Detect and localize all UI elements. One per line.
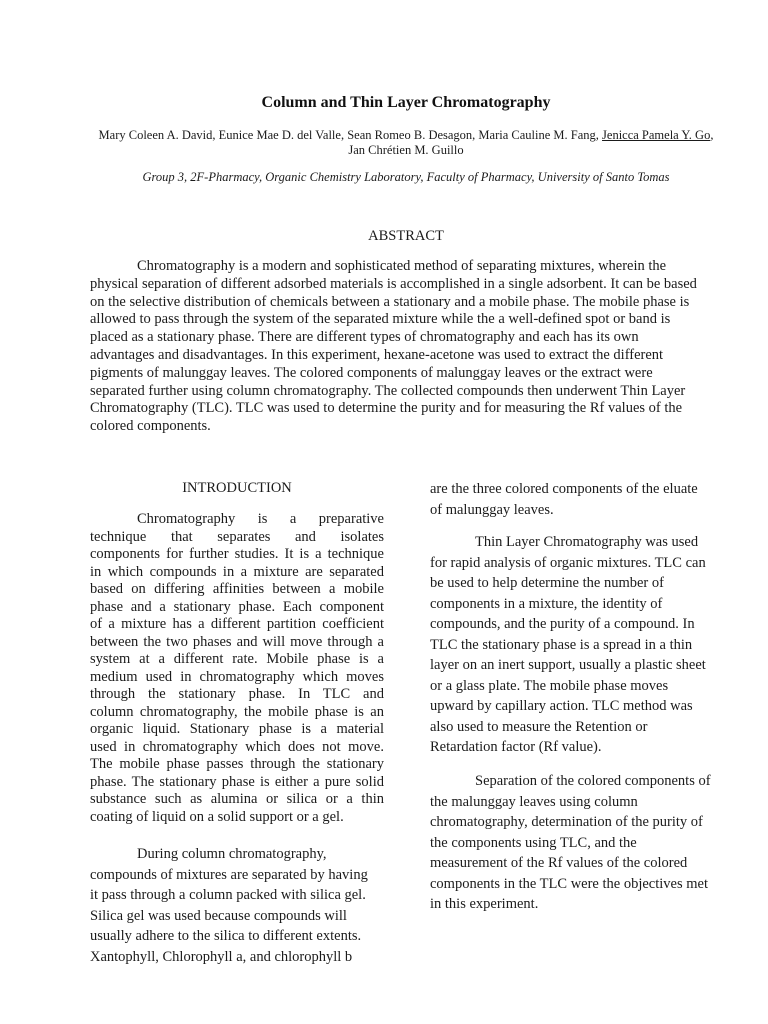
abstract-line: Chromatography is a modern and sophisticated method of separating mixtures, wherein the xyxy=(137,258,667,274)
text-line: in which compounds in a mixture are separated xyxy=(90,563,384,580)
text-line: of a mixture has a different partition coefficient xyxy=(90,616,384,632)
intro-right-paragraph-3 xyxy=(430,771,720,915)
text-line: system at a different rate. Mobile phase is a xyxy=(90,651,384,667)
text-line: coating of liquid on a solid support or a gel. xyxy=(90,808,344,825)
text-line: During column chromatography, xyxy=(137,846,327,862)
text-line: Retardation factor (Rf value). xyxy=(430,739,602,755)
text-line: TLC the stationary phase is a spread in a thin xyxy=(430,636,693,653)
text-line: column chromatography, the mobile phase is an xyxy=(90,703,384,720)
abstract-heading: ABSTRACT xyxy=(368,228,444,244)
text-line: it pass through a column packed with silica gel. xyxy=(90,887,366,903)
text-line: The mobile phase passes through the stationary xyxy=(90,756,384,772)
text-line: between the two phases and will move through a xyxy=(90,633,384,650)
affiliation: Group 3, 2F-Pharmacy, Organic Chemistry Laboratory, Faculty of Pharmacy, University of Santo Tomas xyxy=(142,170,670,184)
text-line: medium used in chromatography which moves xyxy=(90,668,384,685)
text-line: technique that separates and isolates xyxy=(90,528,384,545)
text-line: through the stationary phase. In TLC and xyxy=(90,686,384,702)
abstract-line: colored components. xyxy=(90,418,211,435)
abstract-line: pigments of malunggay leaves. The colored components of malunggay leaves or the extract were xyxy=(90,364,653,381)
text-line: or a glass plate. The mobile phase moves xyxy=(430,677,669,694)
paper-title: Column and Thin Layer Chromatography xyxy=(261,94,551,111)
text-line: Silica gel was used because compounds will xyxy=(90,907,347,924)
text-line: organic liquid. Stationary phase is a material xyxy=(90,721,384,737)
abstract-line: placed as a stationary phase. There are different types of chromatography and each has its own xyxy=(90,329,639,346)
text-line: based on differing affinities between a mobile xyxy=(90,581,384,597)
abstract-line: Chromatography (TLC). TLC was used to determine the purity and for measuring the Rf values of the xyxy=(90,400,683,417)
author-line-2: Jan Chrétien M. Guillo xyxy=(348,143,464,157)
abstract-paragraph xyxy=(90,258,722,436)
text-line: of malunggay leaves. xyxy=(430,501,554,518)
text-line: components in a mixture, the identity of xyxy=(430,595,663,612)
text-line: Separation of the colored components of xyxy=(475,773,711,789)
text-line: Chromatography is a preparative xyxy=(137,511,384,527)
text-line: usually adhere to the silica to different extents. xyxy=(90,928,362,944)
abstract-line: separated further using column chromatography. The collected compounds then underwent Thin Layer xyxy=(90,382,686,399)
text-line: compounds, and the purity of a compound. In xyxy=(430,616,695,632)
abstract-line: advantages and disadvantages. In this experiment, hexane-acetone was used to extract the different xyxy=(90,346,664,363)
text-line: the components using TLC, and the xyxy=(430,834,637,851)
intro-right-paragraph-1 xyxy=(430,479,720,520)
text-line: phase and a stationary phase. Each component xyxy=(90,598,384,615)
introduction-heading: INTRODUCTION xyxy=(182,480,292,496)
abstract-line: allowed to pass through the system of the separated mixture while the a well-defined spot or band is xyxy=(90,311,671,328)
author-list xyxy=(44,128,768,158)
text-line: chromatography, determination of the purity of xyxy=(430,814,703,830)
text-line: phase. The stationary phase is either a pure solid xyxy=(90,773,384,790)
text-line: upward by capillary action. TLC method was xyxy=(430,698,693,714)
text-line: measurement of the Rf values of the colored xyxy=(430,855,688,871)
text-line: compounds of mixtures are separated by having xyxy=(90,866,368,883)
text-line: Xantophyll, Chlorophyll a, and chlorophyll b xyxy=(90,948,353,965)
text-line: layer on an inert support, usually a plastic sheet xyxy=(430,657,706,673)
text-line: components in the TLC were the objectives met xyxy=(430,875,708,892)
text-line: are the three colored components of the eluate xyxy=(430,481,698,497)
text-line: components for further studies. It is a technique xyxy=(90,546,384,562)
text-line: the malunggay leaves using column xyxy=(430,793,638,810)
text-line: also used to measure the Retention or xyxy=(430,718,648,735)
intro-left-paragraph-2 xyxy=(90,844,384,967)
text-line: substance such as alumina or silica or a thin xyxy=(90,791,384,807)
abstract-line: on the selective distribution of chemicals between a stationary and a mobile phase. The mobile phase is xyxy=(90,293,690,310)
authors-comma: , xyxy=(710,128,714,142)
abstract-line: physical separation of different adsorbed materials is accomplished in a single adsorbent. It can be based xyxy=(90,275,697,292)
intro-left-paragraph-1 xyxy=(90,511,384,826)
text-line: used in chromatography which does not move. xyxy=(90,738,384,755)
author-line-1 xyxy=(44,128,768,143)
intro-right-paragraph-2 xyxy=(430,532,720,758)
underlined-author-name: Jenicca Pamela Y. Go xyxy=(602,128,711,142)
text-line: be used to help determine the number of xyxy=(430,575,664,591)
text-line: Thin Layer Chromatography was used xyxy=(475,534,699,550)
text-line: for rapid analysis of organic mixtures. TLC can xyxy=(430,554,706,571)
text-line: in this experiment. xyxy=(430,896,539,912)
authors-text: Mary Coleen A. David, Eunice Mae D. del Valle, Sean Romeo B. Desagon, Maria Cauline M. Fang, xyxy=(98,128,603,142)
